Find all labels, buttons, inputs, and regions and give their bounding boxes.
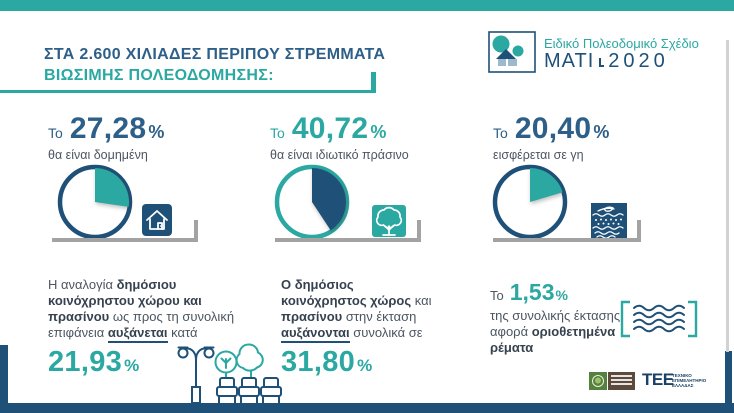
pie-chart-land-contribution bbox=[490, 162, 570, 242]
logo-subtitle: Ειδικό Πολεοδομικό Σχέδιο bbox=[544, 36, 699, 51]
stat-caption: εισφέρεται σε γη bbox=[493, 148, 584, 162]
finding-streams: Το 1,53% της συνολικής έκτασης αφορά οριοθετημένα ρέματα bbox=[490, 279, 621, 355]
waves-icon bbox=[620, 300, 698, 338]
stat-built bbox=[48, 112, 258, 162]
stat-value: 27,28 bbox=[69, 112, 147, 145]
tee-logo: ΤΕΕ bbox=[642, 370, 674, 389]
stat-private-green bbox=[270, 112, 480, 162]
bottom-accent-bar bbox=[0, 403, 734, 413]
tree-icon bbox=[371, 204, 407, 238]
ground-line bbox=[493, 238, 641, 242]
soil-layers-icon bbox=[590, 202, 628, 240]
pie-chart-built bbox=[55, 162, 135, 242]
heading-rule bbox=[0, 90, 376, 93]
tee-logo-caption: ΤΕΧΝΙΚΟ ΕΠΙΜΕΛΗΤΗΡΙΟ ΕΛΛΑΔΑΣ bbox=[672, 373, 707, 388]
ground-line bbox=[52, 238, 198, 242]
stat-prefix: Το bbox=[48, 125, 63, 141]
stat-prefix: Το bbox=[270, 125, 285, 141]
logo-title-year: 2020 bbox=[608, 50, 669, 72]
logo-title-mati: ΜΑΤΙ bbox=[544, 50, 595, 72]
ground-line bbox=[275, 238, 421, 242]
page-title-line2: ΒΙΩΣΙΜΗΣ ΠΟΛΕΟΔΟΜΗΣΗΣ: bbox=[44, 67, 274, 84]
right-edge-shadow bbox=[726, 40, 729, 352]
mati2020-logo-icon bbox=[488, 31, 536, 73]
logo-separator-mark bbox=[599, 58, 604, 67]
ground-line-end bbox=[417, 220, 421, 242]
percent-sign: % bbox=[370, 122, 387, 142]
finding-text: Η αναλογία δημόσιου κοινόχρηστου χώρου και πρασίνου ως προς τη συνολική επιφάνεια αυξάνεται κατά bbox=[48, 277, 234, 341]
street-scene-illustration bbox=[155, 332, 315, 403]
brown-label-logo bbox=[608, 372, 635, 390]
left-corner-bar bbox=[0, 345, 8, 413]
ground-line-end bbox=[194, 220, 198, 242]
percent-sign: % bbox=[593, 122, 610, 142]
pie-chart-private-green bbox=[272, 162, 352, 242]
finding-value: 21,93 % bbox=[48, 346, 140, 378]
finding-text: της συνολικής έκτασης αφορά οριοθετημένα ρέματα bbox=[490, 308, 621, 355]
logo-title bbox=[544, 50, 669, 73]
percent-sign: % bbox=[148, 122, 165, 142]
stat-caption: θα είναι ιδιωτικό πράσινο bbox=[270, 148, 409, 162]
green-emblem-logo bbox=[589, 372, 607, 390]
stat-caption: θα είναι δομημένη bbox=[48, 148, 148, 162]
ground-line-end bbox=[637, 220, 641, 242]
finding-text: Ο δημόσιος κοινόχρηστος χώρος και πρασίνου στην έκταση αυξάνονται συνολικά σε bbox=[281, 277, 431, 341]
right-corner-bar bbox=[725, 351, 732, 413]
emblem-ring bbox=[592, 375, 604, 387]
heading-rule-end bbox=[371, 72, 376, 93]
stat-prefix: Το bbox=[493, 125, 508, 141]
house-icon bbox=[141, 203, 173, 237]
stat-land-contribution bbox=[493, 112, 703, 162]
stat-value: 20,40 bbox=[514, 112, 592, 145]
top-accent-bar bbox=[0, 0, 734, 11]
stat-value: 40,72 bbox=[291, 112, 369, 145]
page-title-line1: ΣΤΑ 2.600 ΧΙΛΙΑΔΕΣ ΠΕΡΙΠΟΥ ΣΤΡΕΜΜΑΤΑ bbox=[44, 46, 386, 63]
finding-value: 31,80 % bbox=[281, 346, 373, 378]
